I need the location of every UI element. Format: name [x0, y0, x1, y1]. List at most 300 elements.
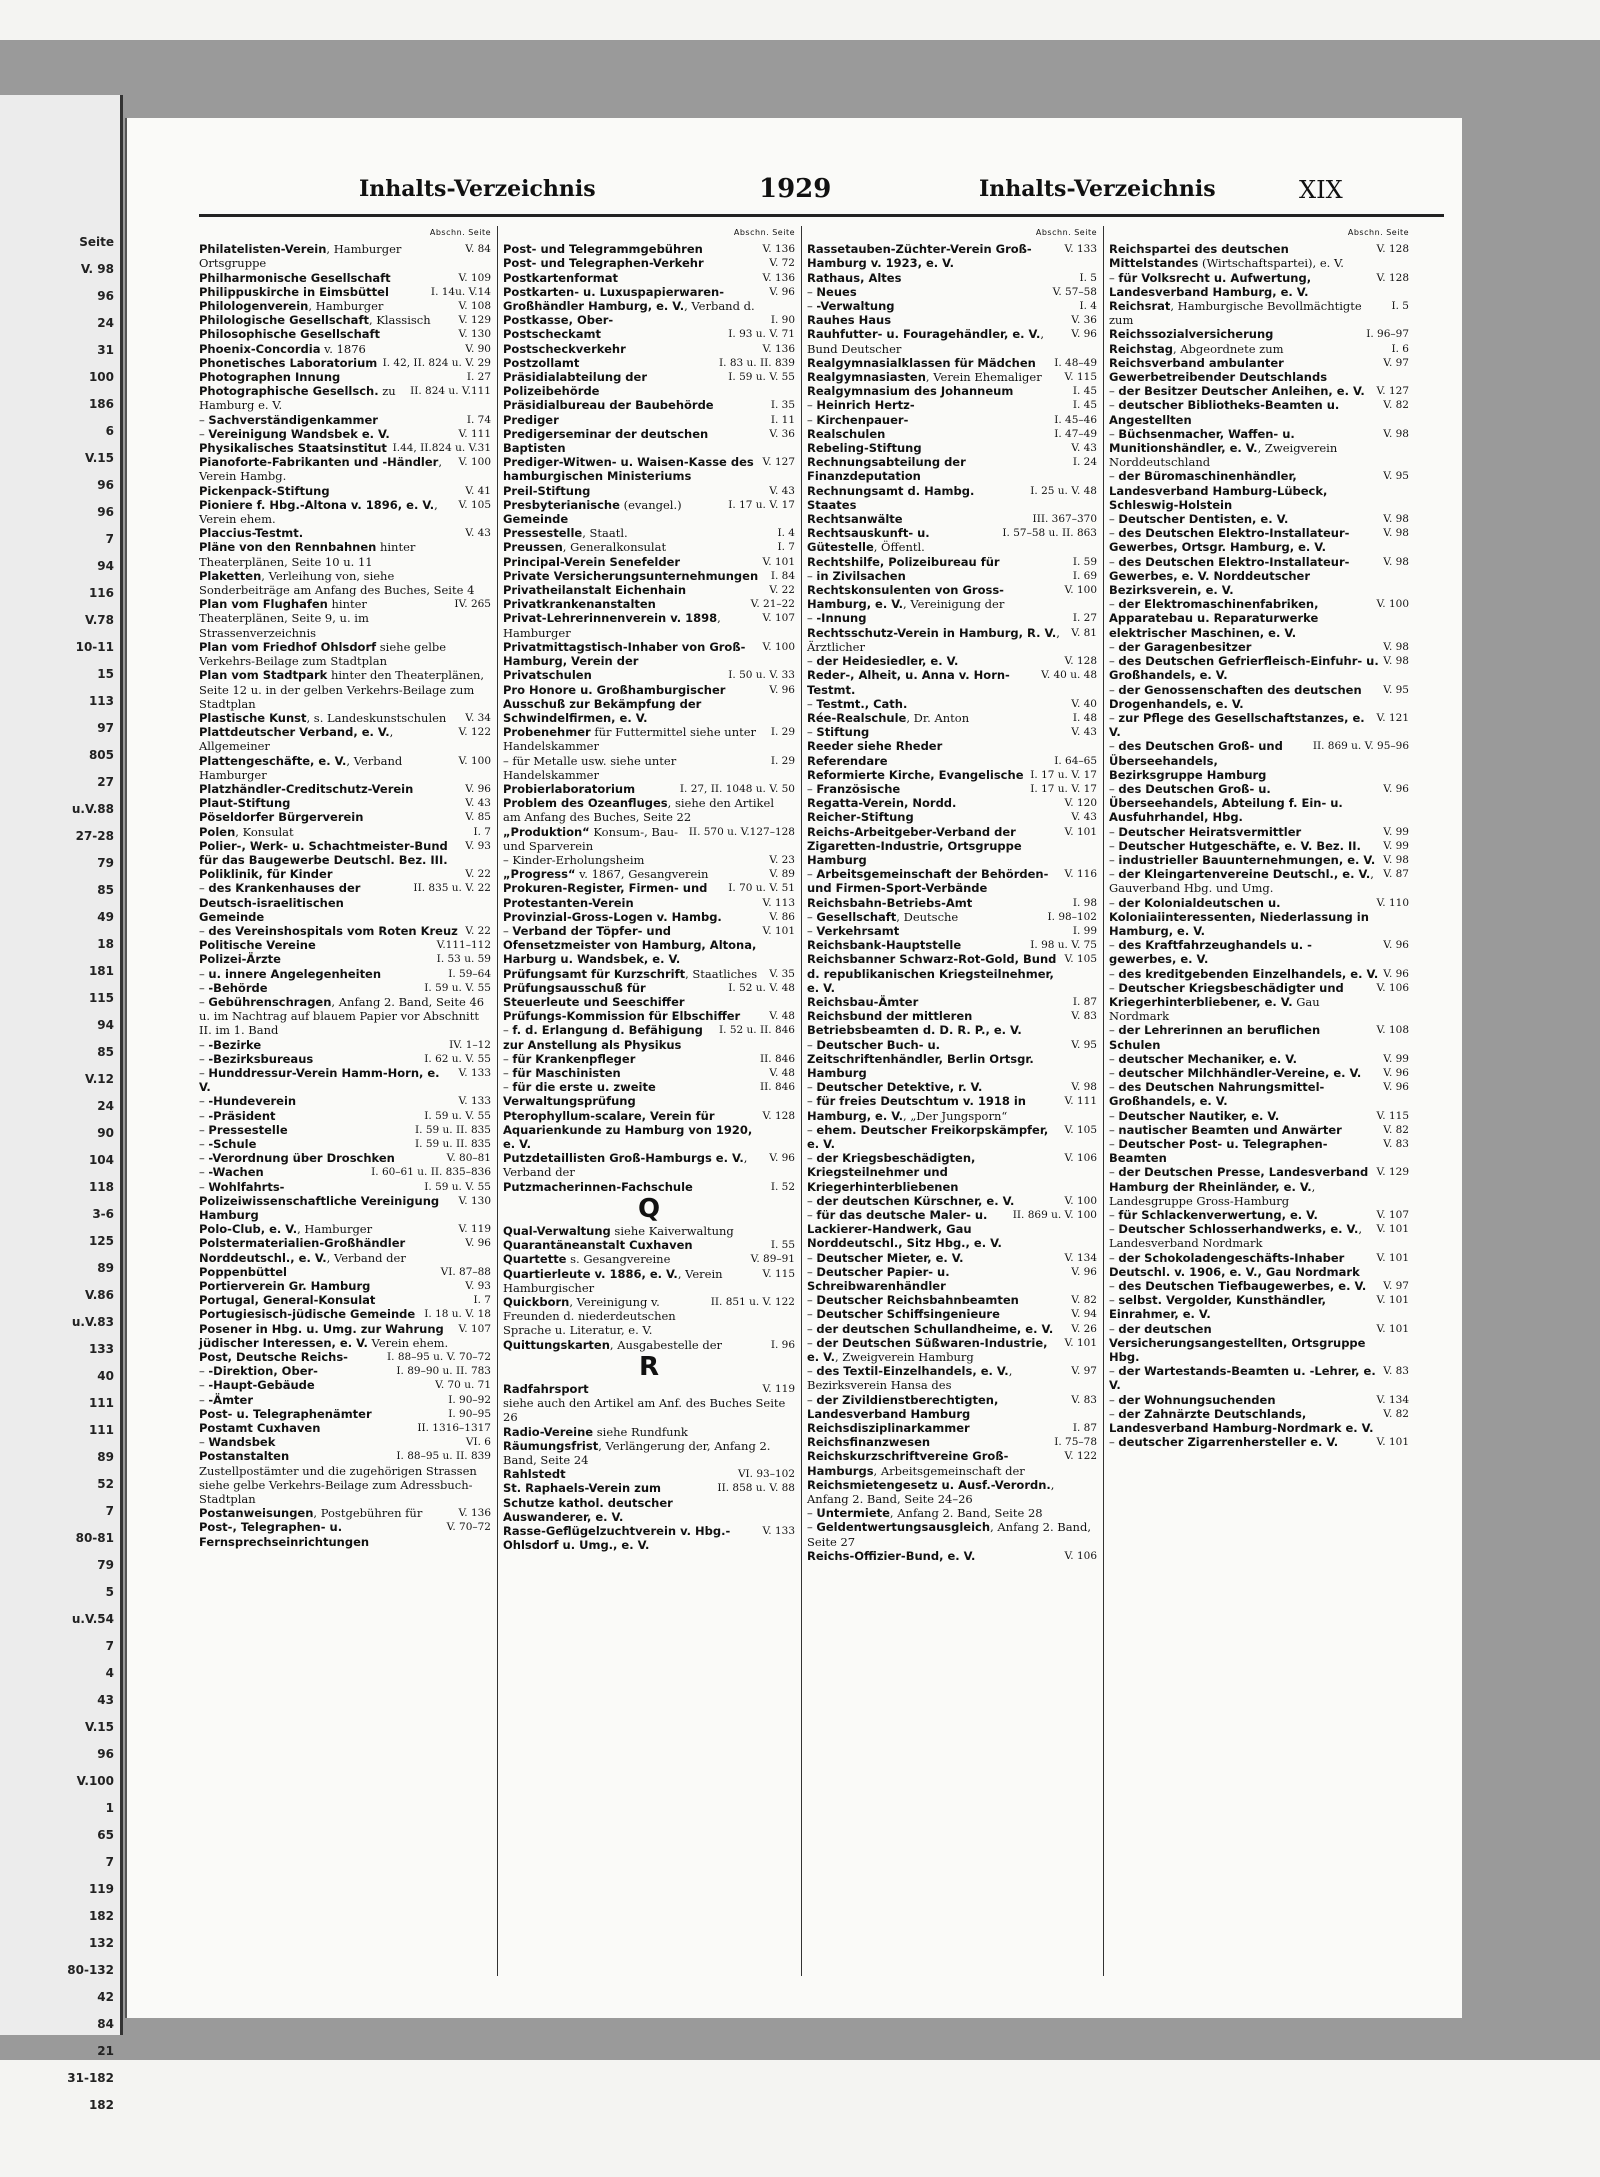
index-entry: [199, 1222, 491, 1236]
entry-text: – deutscher Mechaniker, e. V.: [1109, 1051, 1298, 1066]
entry-reference: I. 27: [466, 371, 491, 384]
entry-text: Predigerseminar der deutschen Baptisten: [503, 426, 713, 456]
entry-text: Philharmonische Gesellschaft: [199, 270, 391, 285]
entry-text: – der Deutschen Süßwaren-Industrie, e. V., Zweigverein Hamburg: [807, 1335, 1052, 1365]
index-entry: [1109, 938, 1409, 966]
entry-reference: V. 101: [1376, 1294, 1409, 1307]
index-entry: [199, 981, 491, 995]
index-entry: [503, 1080, 795, 1108]
index-entry: [199, 427, 491, 441]
entry-text: – Verband der Töpfer- und Ofensetzmeister von Hamburg, Altona, Harburg u. Wandsbek, e. V.: [503, 923, 761, 967]
previous-page-fragment: 15: [97, 667, 114, 681]
entry-reference: I. 52 u. V. 48: [728, 981, 795, 994]
index-entry: [503, 796, 795, 824]
entry-text: – -Direktion, Ober-: [199, 1364, 318, 1379]
index-entry: [199, 1378, 491, 1392]
entry-text: Reichssozialversicherung: [1109, 327, 1274, 342]
entry-reference: I. 45: [1072, 399, 1097, 412]
index-entry: [807, 654, 1097, 668]
entry-text: Quartierleute v. 1886, e. V., Verein Hamburgischer: [503, 1266, 727, 1295]
entry-reference: V. 99: [1383, 1052, 1409, 1065]
entry-reference: V. 129: [458, 314, 491, 327]
entry-reference: V. 134: [1376, 1393, 1409, 1406]
entry-reference: V. 98: [1383, 427, 1409, 440]
index-entry: [1109, 1322, 1409, 1365]
entry-text: Reichsbank-Hauptstelle: [807, 938, 962, 953]
entry-reference: V. 96: [769, 1152, 795, 1165]
entry-text: Rathaus, Altes: [807, 270, 902, 285]
index-entry: [807, 327, 1097, 355]
index-entry: [1109, 1251, 1409, 1279]
index-entry: [199, 1123, 491, 1137]
entry-reference: V. 100: [1064, 1194, 1097, 1207]
entry-reference: V. 89: [769, 868, 795, 881]
index-entry: [199, 441, 491, 455]
entry-reference: V. 82: [1383, 1123, 1409, 1136]
entry-reference: I. 7: [473, 1294, 491, 1307]
index-entry: [503, 1151, 795, 1179]
entry-text: – Untermiete, Anfang 2. Band, Seite 28: [807, 1506, 1043, 1521]
entry-reference: I. 60–61 u. II. 835–836: [371, 1166, 491, 1179]
entry-text: Probierlaboratorium: [503, 781, 636, 796]
index-entry: [199, 1165, 491, 1179]
entry-text: Räumungsfrist, Verlängerung der, Anfang 2. Band, Seite 24: [503, 1438, 775, 1468]
index-entry: [503, 910, 795, 924]
index-entry: [807, 739, 1097, 753]
entry-reference: V. 86: [769, 910, 795, 923]
entry-text: – Arbeitsgemeinschaft der Behörden- und Firmen-Sport-Verbände: [807, 867, 1053, 896]
index-entry: [503, 455, 795, 483]
index-entry: [199, 1307, 491, 1321]
entry-text: Polier-, Werk- u. Schachtmeister-Bund für das Baugewerbe Deutschl. Bez. III.: [199, 838, 452, 867]
index-entry: [807, 896, 1097, 910]
index-entry: [503, 1238, 795, 1252]
entry-text: Plattengeschäfte, e. V., Verband Hamburger: [199, 753, 406, 782]
entry-reference: V. 99: [1383, 839, 1409, 852]
index-entry: [199, 1109, 491, 1123]
index-entry: [807, 583, 1097, 611]
index-entry: [199, 995, 491, 1038]
entry-reference: I. 45: [1072, 385, 1097, 398]
entry-text: Quittungskarten, Ausgabestelle der: [503, 1337, 723, 1352]
entry-reference: I. 35: [770, 399, 795, 412]
entry-text: Regatta-Verein, Nordd.: [807, 796, 957, 811]
previous-page-fragment: 43: [97, 1693, 114, 1707]
entry-reference: V. 98: [1383, 853, 1409, 866]
entry-reference: V. 43: [465, 797, 491, 810]
index-entry: [199, 1052, 491, 1066]
index-entry: [1109, 640, 1409, 654]
entry-reference: I. 17 u. V. 17: [728, 498, 795, 511]
previous-page-fragment: 119: [88, 1882, 114, 1896]
entry-reference: V. 96: [465, 1237, 491, 1250]
previous-page-fragment: u.V.54: [71, 1612, 114, 1626]
index-entry: [199, 1236, 491, 1264]
entry-reference: I. 42, II. 824 u. V. 29: [382, 356, 491, 369]
entry-text: – Neues: [807, 284, 857, 299]
entry-text: Reichsbau-Ämter: [807, 994, 919, 1009]
entry-reference: V. 96: [769, 683, 795, 696]
index-entry: [807, 952, 1097, 995]
index-entry: [807, 555, 1097, 569]
entry-text: – -Bezirke: [199, 1037, 262, 1052]
index-entry: [503, 611, 795, 639]
entry-text: – Französische: [807, 781, 901, 796]
entry-reference: V. 107: [458, 1322, 491, 1335]
index-entry: [503, 413, 795, 427]
index-entry: [503, 1439, 795, 1467]
entry-text: Post, Deutsche Reichs-: [199, 1350, 348, 1365]
index-column-1: [199, 226, 491, 1549]
entry-reference: V. 115: [1064, 371, 1097, 384]
entry-reference: I. 6: [1391, 342, 1409, 355]
entry-text: – des Kraftfahrzeughandels u. -gewerbes, e. V.: [1109, 938, 1312, 967]
entry-reference: II. 851 u. V. 122: [710, 1296, 795, 1309]
entry-text: – für das deutsche Maler- u. Lackierer-Handwerk, Gau Norddeutschl., Sitz Hbg., e. V.: [807, 1208, 1002, 1251]
entry-text: Problem des Ozeanfluges, siehe den Artikel am Anfang des Buches, Seite 22: [503, 796, 778, 825]
index-entry: [503, 1382, 795, 1396]
entry-reference: I. 29: [770, 726, 795, 739]
entry-reference: I. 11: [770, 413, 795, 426]
entry-reference: V. 97: [1071, 1365, 1097, 1378]
previous-page-fragment: 7: [105, 1639, 114, 1653]
entry-text: – in Zivilsachen: [807, 568, 906, 583]
index-entry: [503, 754, 795, 782]
index-entry: [807, 242, 1097, 270]
entry-reference: I. 70 u. V. 51: [728, 882, 795, 895]
entry-text: Plan vom Flughafen hinter Theaterplänen, Seite 9, u. im Strassenverzeichnis: [199, 597, 373, 640]
entry-reference: V. 101: [1064, 1336, 1097, 1349]
index-entry: [1109, 867, 1409, 895]
entry-reference: I. 59 u. V. 55: [424, 1109, 491, 1122]
index-entry: [807, 825, 1097, 868]
index-entry: [807, 782, 1097, 796]
column-header: Abschn. Seite: [429, 228, 491, 237]
index-entry: [807, 1251, 1097, 1265]
entry-reference: V. 133: [458, 1095, 491, 1108]
index-entry: [1109, 512, 1409, 526]
previous-page-fragment: 6: [105, 424, 114, 438]
entry-reference: I. 74: [466, 413, 491, 426]
index-entry: [1109, 327, 1409, 341]
entry-text: – Kinder-Erholungsheim: [503, 852, 645, 867]
entry-reference: V. 101: [1376, 1322, 1409, 1335]
entry-reference: I. 48–49: [1054, 356, 1097, 369]
previous-page-fragment: 80-132: [67, 1963, 114, 1977]
entry-text: – des Textil-Einzelhandels, e. V., Bezirksverein Hansa des: [807, 1364, 1016, 1393]
entry-reference: II. 846: [759, 1052, 795, 1065]
entry-reference: V. 41: [465, 484, 491, 497]
entry-reference: II. 824 u. V.111: [410, 385, 491, 398]
index-entry: [1109, 1066, 1409, 1080]
index-entry: [807, 569, 1097, 583]
entry-reference: V. 100: [1376, 598, 1409, 611]
entry-text: – Heinrich Hertz-: [807, 398, 915, 413]
entry-reference: I. 83 u. II. 839: [719, 356, 795, 369]
index-entry: [807, 484, 1097, 512]
index-entry: [1109, 384, 1409, 398]
entry-text: Preussen, Generalkonsulat: [503, 540, 667, 555]
entry-reference: V. 119: [762, 1383, 795, 1396]
entry-reference: V. 70 u. 71: [435, 1379, 491, 1392]
index-entry: [199, 370, 491, 384]
entry-text: Reichspartei des deutschen Mittelstandes (Wirtschaftspartei), e. V.: [1109, 242, 1344, 271]
index-entry: [503, 640, 795, 668]
index-entry: [199, 1137, 491, 1151]
index-entry: [503, 427, 795, 455]
entry-text: Realgymnasialklassen für Mädchen: [807, 355, 1036, 370]
entry-text: Prüfungs-Kommission für Elbschiffer: [503, 1009, 741, 1024]
entry-text: Reichsfinanzwesen: [807, 1435, 931, 1450]
entry-reference: V. 72: [769, 257, 795, 270]
entry-reference: V. 100: [762, 640, 795, 653]
entry-text: – Hunddressur-Verein Hamm-Horn, e. V.: [199, 1065, 444, 1095]
entry-reference: V. 90: [465, 342, 491, 355]
index-entry: [807, 299, 1097, 313]
entry-text: Politische Vereine: [199, 938, 316, 953]
entry-text: Privat-Lehrerinnenverein v. 1898, Hamburger: [503, 611, 725, 640]
column-header: Abschn. Seite: [1347, 228, 1409, 237]
entry-reference: V. 85: [465, 811, 491, 824]
index-entry: [807, 1520, 1097, 1548]
index-entry: [807, 1194, 1097, 1208]
entry-text: Private Versicherungsunternehmungen: [503, 568, 759, 583]
entry-text: Reichsbahn-Betriebs-Amt: [807, 895, 973, 910]
index-entry: [1109, 271, 1409, 299]
previous-page-fragment: 80-81: [75, 1531, 114, 1545]
entry-reference: V. 115: [1376, 1109, 1409, 1122]
entry-text: – selbst. Vergolder, Kunsthändler, Einrahmer, e. V.: [1109, 1293, 1331, 1322]
entry-text: Philippuskirche in Eimsbüttel: [199, 284, 389, 299]
entry-reference: V. 98: [1383, 655, 1409, 668]
entry-text: – des Deutschen Tiefbaugewerbes, e. V.: [1109, 1279, 1367, 1294]
entry-text: Quarantäneanstalt Cuxhaven: [503, 1238, 693, 1253]
entry-text: – Deutscher Buch- u. Zeitschriftenhändler, Berlin Ortsgr. Hamburg: [807, 1037, 1038, 1080]
entry-reference: V. 127: [1376, 385, 1409, 398]
index-entry: [807, 512, 1097, 526]
previous-page-fragment: 21: [97, 2044, 114, 2058]
previous-page-fragment: 27: [97, 775, 114, 789]
previous-page-fragment: 84: [97, 2017, 114, 2031]
entry-text: Reichsbund der mittleren Betriebsbeamten d. D. R. P., e. V.: [807, 1009, 1022, 1038]
entry-reference: V. 43: [1071, 726, 1097, 739]
entry-reference: I. 4: [1079, 300, 1097, 313]
entry-text: – Deutscher Mieter, e. V.: [807, 1250, 964, 1265]
entry-text: – nautischer Beamten und Anwärter: [1109, 1122, 1342, 1137]
entry-reference: V. 34: [465, 711, 491, 724]
index-entry: [807, 910, 1097, 924]
entry-reference: V. 36: [1071, 314, 1097, 327]
previous-page-fragment: V.15: [85, 1720, 114, 1734]
index-entry: [199, 725, 491, 753]
entry-reference: I. 17 u. V. 17: [1030, 768, 1097, 781]
index-entry: [1109, 1109, 1409, 1123]
entry-text: – für Krankenpfleger: [503, 1051, 636, 1066]
entry-text: – -Schule: [199, 1137, 257, 1151]
previous-page-fragment: 96: [97, 505, 114, 519]
index-entry: [199, 484, 491, 498]
entry-text: – der Genossenschaften des deutschen Drogenhandels, e. V.: [1109, 682, 1366, 711]
index-entry: [503, 967, 795, 981]
index-entry: [1109, 1435, 1409, 1449]
previous-page-fragment: V.12: [85, 1072, 114, 1086]
entry-text: Plastische Kunst, s. Landeskunstschulen: [199, 710, 447, 725]
entry-text: Pianoforte-Fabrikanten und -Händler, Verein Hambg.: [199, 455, 446, 484]
index-entry: [199, 313, 491, 327]
index-entry: [807, 1293, 1097, 1307]
index-entry: [503, 1009, 795, 1023]
index-entry: [199, 825, 491, 839]
entry-reference: V. 82: [1383, 1407, 1409, 1420]
previous-page-fragment: 90: [97, 1126, 114, 1140]
entry-reference: V. 95: [1383, 683, 1409, 696]
entry-reference: I. 25 u. V. 48: [1030, 484, 1097, 497]
entry-text: – des Deutschen Groß- und Überseehandels, Bezirksgruppe Hamburg: [1109, 739, 1287, 782]
entry-reference: V. 94: [1071, 1308, 1097, 1321]
previous-page-fragment: 40: [97, 1369, 114, 1383]
entry-text: Rechnungsamt d. Hambg. Staates: [807, 483, 979, 512]
entry-text: Prüfungsausschuß für Steuerleute und Seeschiffer: [503, 980, 685, 1009]
index-entry: [199, 1265, 491, 1279]
entry-reference: V. 40: [1071, 697, 1097, 710]
index-entry: [1109, 427, 1409, 470]
entry-reference: I. 7: [473, 825, 491, 838]
entry-text: – des kreditgebenden Einzelhandels, e. V.: [1109, 966, 1379, 981]
entry-text: Präsidialbureau der Baubehörde: [503, 398, 714, 413]
index-entry: [199, 455, 491, 483]
entry-reference: V. 48: [769, 1010, 795, 1023]
entry-text: – des Deutschen Nahrungsmittel-Großhandels, e. V.: [1109, 1080, 1325, 1109]
index-entry: [199, 1364, 491, 1378]
entry-text: Prediger-Witwen- u. Waisen-Kasse des hamburgischen Ministeriums: [503, 455, 758, 484]
entry-text: Postzollamt: [503, 355, 580, 370]
index-entry: [1109, 981, 1409, 1024]
entry-text: Reeder siehe Rheder: [807, 739, 943, 754]
previous-page-fragment: 1: [105, 1801, 114, 1815]
entry-reference: V. 96: [769, 285, 795, 298]
previous-page-fragment: 125: [88, 1234, 114, 1248]
index-entry: [807, 1151, 1097, 1194]
index-entry: [1109, 1208, 1409, 1222]
previous-page-fragment: 133: [88, 1342, 114, 1356]
entry-reference: V. 106: [1064, 1549, 1097, 1562]
entry-reference: I. 24: [1072, 456, 1097, 469]
entry-reference: II. 858 u. V. 88: [717, 1482, 795, 1495]
index-entry: [199, 1151, 491, 1165]
index-entry: [199, 796, 491, 810]
previous-page-fragment: 31-182: [67, 2071, 114, 2085]
entry-reference: V. 130: [458, 328, 491, 341]
index-entry: [503, 498, 795, 526]
entry-text: – deutscher Zigarrenhersteller e. V.: [1109, 1435, 1339, 1450]
entry-text: – Deutscher Hutgeschäfte, e. V. Bez. II.: [1109, 838, 1361, 853]
entry-text: Radio-Vereine siehe Rundfunk: [503, 1424, 688, 1439]
entry-reference: I. 45–46: [1054, 413, 1097, 426]
index-entry: [1109, 853, 1409, 867]
entry-text: – -Verwaltung: [807, 299, 895, 314]
previous-page-fragment: V.86: [85, 1288, 114, 1302]
index-entry: [199, 810, 491, 824]
entry-text: Placcius-Testmt.: [199, 526, 304, 541]
index-entry: [503, 853, 795, 867]
index-page: [125, 118, 1462, 2018]
index-entry: [199, 867, 491, 881]
index-entry: [1109, 683, 1409, 711]
entry-text: – Deutscher Heiratsvermittler: [1109, 824, 1302, 839]
index-entry: [807, 810, 1097, 824]
index-entry: [1109, 1137, 1409, 1165]
index-entry: [1109, 1279, 1409, 1293]
entry-text: Postscheckamt: [503, 327, 602, 342]
entry-text: – der Elektromaschinenfabriken, Apparatebau u. Reparaturwerke elektrischer Maschinen, e. V.: [1109, 597, 1323, 640]
entry-reference: V. 128: [762, 1109, 795, 1122]
previous-page-fragment: 49: [97, 910, 114, 924]
index-entry: [199, 1407, 491, 1421]
entry-reference: I. 84: [770, 569, 795, 582]
index-entry: [1109, 299, 1409, 327]
index-entry: [807, 1336, 1097, 1364]
entry-reference: V. 101: [762, 924, 795, 937]
index-entry: [1109, 1393, 1409, 1407]
header-rule: [199, 214, 1444, 217]
entry-text: Rauhes Haus: [807, 313, 892, 328]
column-divider: [1103, 226, 1104, 1976]
entry-reference: V. 120: [1064, 797, 1097, 810]
entry-reference: V. 105: [1064, 1123, 1097, 1136]
entry-reference: I. 52 u. II. 846: [719, 1024, 795, 1037]
index-entry: [807, 1038, 1097, 1081]
index-entry: [1109, 597, 1409, 640]
entry-text: – -Wachen: [199, 1165, 264, 1180]
header-year: 1929: [759, 174, 832, 204]
entry-reference: I. 14u. V.14: [430, 285, 491, 298]
index-entry: [503, 583, 795, 597]
entry-reference: I. 27: [1072, 612, 1097, 625]
entry-text: – Gebührenschragen, Anfang 2. Band, Seite 46 u. im Nachtrag auf blauem Papier vor Abschnitt II. im 1. Band: [199, 994, 488, 1038]
entry-reference: V. 26: [1071, 1322, 1097, 1335]
entry-reference: V. 128: [1376, 243, 1409, 256]
entry-text: – Deutscher Kriegsbeschädigter und Kriegerhinterbliebener, e. V. Gau Nordmark: [1109, 980, 1348, 1024]
index-entry: [199, 1279, 491, 1293]
entry-text: – Gesellschaft, Deutsche: [807, 909, 959, 924]
entry-reference: V. 98: [1383, 513, 1409, 526]
entry-reference: V. 43: [465, 527, 491, 540]
index-entry: [807, 1478, 1097, 1506]
entry-text: Polo-Club, e. V., Hamburger: [199, 1222, 373, 1237]
index-entry: [807, 384, 1097, 398]
entry-reference: I.44, II.824 u. V.31: [392, 442, 491, 455]
entry-text: Portugal, General-Konsulat: [199, 1293, 376, 1308]
entry-text: Realschulen: [807, 426, 886, 441]
entry-text: – Deutscher Nautiker, e. V.: [1109, 1108, 1280, 1123]
entry-reference: I. 48: [1072, 711, 1097, 724]
index-entry: [199, 1066, 491, 1094]
previous-page-fragment: 89: [97, 1450, 114, 1464]
entry-text: Phonetisches Laboratorium: [199, 355, 378, 370]
entry-text: – Testmt., Cath.: [807, 696, 908, 711]
entry-reference: V. 111: [1064, 1095, 1097, 1108]
index-entry: [503, 867, 795, 881]
entry-text: – der Lehrerinnen an beruflichen Schulen: [1109, 1023, 1325, 1052]
entry-reference: V. 43: [769, 484, 795, 497]
entry-reference: VI. 87–88: [440, 1265, 491, 1278]
entry-reference: V. 83: [1383, 1365, 1409, 1378]
index-column-4: [1109, 226, 1409, 1449]
entry-text: Prediger: [503, 412, 559, 427]
entry-reference: V. 136: [458, 1507, 491, 1520]
index-entry: [807, 526, 1097, 554]
previous-page-fragment: 96: [97, 1747, 114, 1761]
